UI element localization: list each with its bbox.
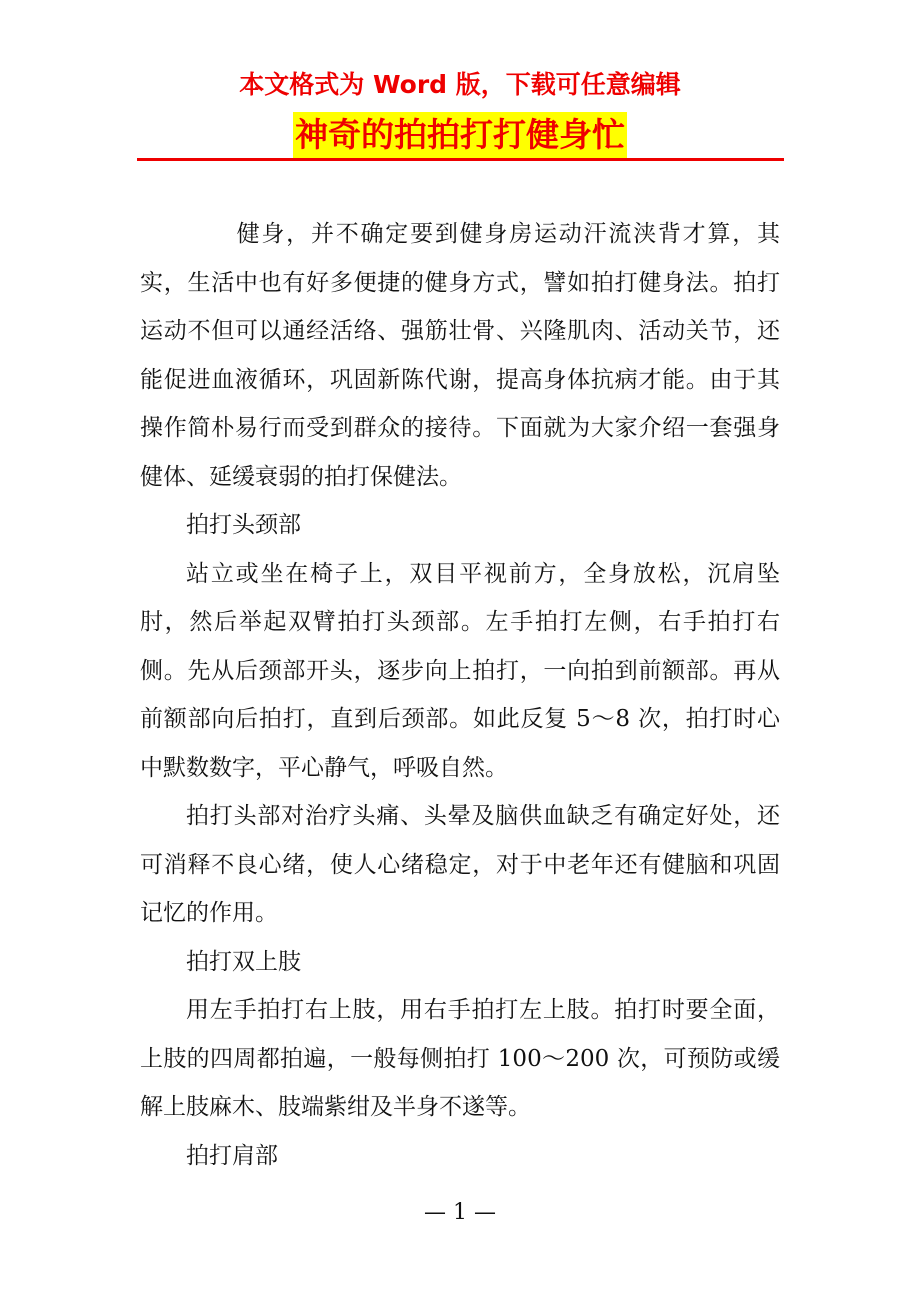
section-heading-shoulders: 拍打肩部 <box>186 1142 278 1169</box>
paragraph-upper-limbs: 用左手拍打右上肢，用右手拍打左上肢。拍打时要全面，上肢的四周都拍遍，一般每侧拍打 100～200 次，可预防或缓解上肢麻木、肢端紫绀及半身不遂等。 <box>140 997 780 1120</box>
title-divider <box>137 158 784 161</box>
article-body <box>140 210 780 1180</box>
page-number: — 1 — <box>424 1200 496 1225</box>
intro-paragraph: 健身，并不确定要到健身房运动汗流浃背才算，其实，生活中也有好多便捷的健身方式，譬如拍打健身法。拍打运动不但可以通经活络、强筋壮骨、兴隆肌肉、活动关节，还能促进血液循环，巩固新陈代谢，提高身体抗病才能。由于其操作简朴易行而受到群众的接待。下面就为大家介绍一套强身健体、延缓衰弱的拍打保健法。 <box>140 221 780 490</box>
title-container <box>0 112 920 158</box>
section-heading-head-neck: 拍打头颈部 <box>186 512 301 538</box>
document-title: 神奇的拍拍打打健身忙 <box>293 112 627 158</box>
paragraph-head-neck-method: 站立或坐在椅子上，双目平视前方，全身放松，沉肩坠肘，然后举起双臂拍打头颈部。左手拍打左侧，右手拍打右侧。先从后颈部开头，逐步向上拍打，一向拍到前额部。再从前额部向后拍打，直到后颈部。如此反复 5～8 次，拍打时心中默数数字，平心静气，呼吸自然。 <box>140 560 780 781</box>
paragraph-head-neck-benefit: 拍打头部对治疗头痛、头晕及脑供血缺乏有确定好处，还可消释不良心绪，使人心绪稳定，对于中老年还有健脑和巩固记忆的作用。 <box>140 803 780 926</box>
format-notice: 本文格式为 Word 版，下载可任意编辑 <box>239 70 681 99</box>
section-heading-upper-limbs: 拍打双上肢 <box>186 948 301 975</box>
